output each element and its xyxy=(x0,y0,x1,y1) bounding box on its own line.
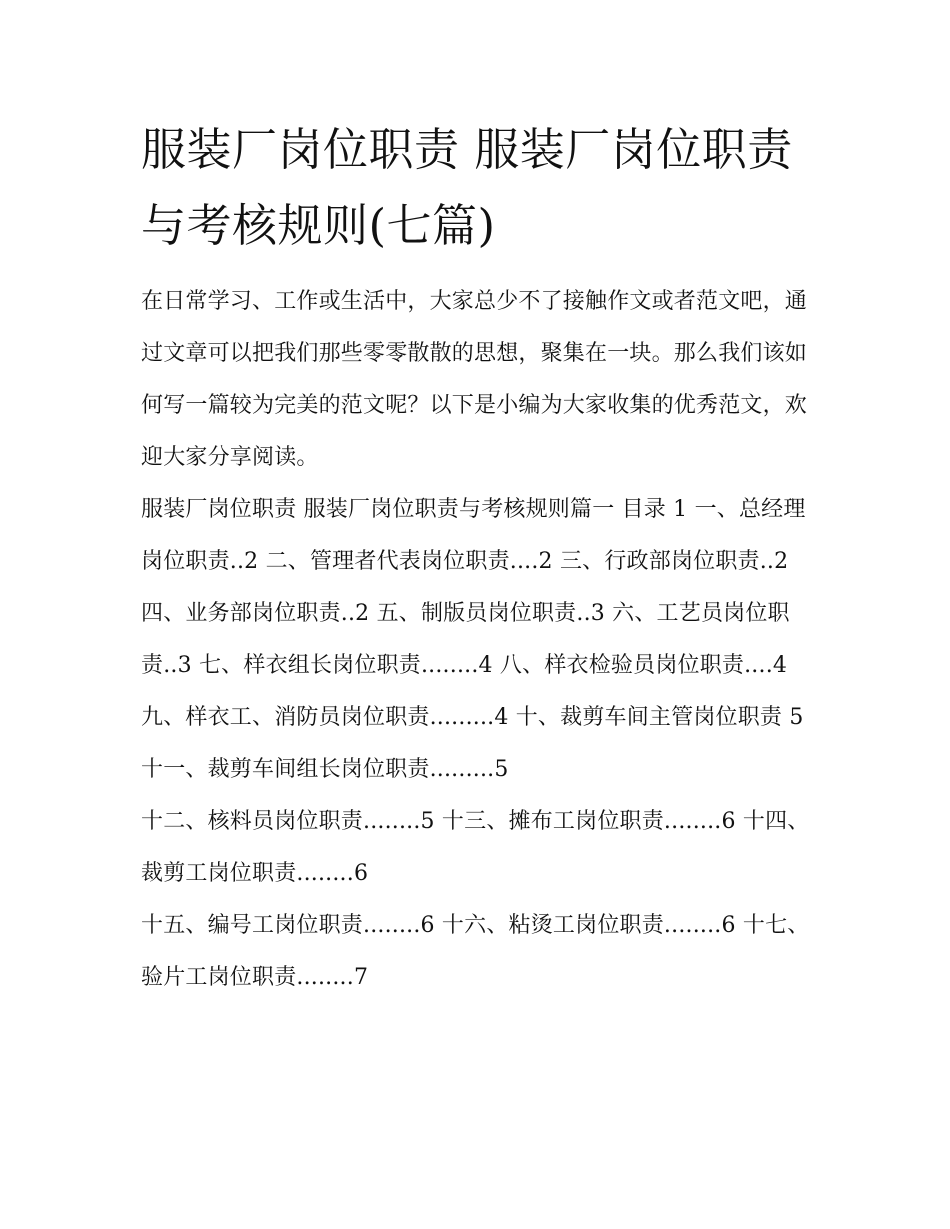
toc-paragraph-4: 十二、核料员岗位职责........5 十三、摊布工岗位职责........6 十四、裁剪工岗位职责........6 xyxy=(141,809,810,886)
document-page xyxy=(141,112,811,1004)
toc-paragraph-2: 四、业务部岗位职责..2 五、制版员岗位职责..3 六、工艺员岗位职责..3 七、样衣组长岗位职责........4 八、样衣检验员岗位职责....4 xyxy=(141,601,790,678)
toc-paragraph-1: 服装厂岗位职责 服装厂岗位职责与考核规则篇一 目录 1 一、总经理岗位职责..2 二、管理者代表岗位职责....2 三、行政部岗位职责..2 xyxy=(141,497,806,574)
document-title: 服装厂岗位职责 服装厂岗位职责与考核规则(七篇) xyxy=(141,123,793,252)
intro-paragraph: 在日常学习、工作或生活中，大家总少不了接触作文或者范文吧，通过文章可以把我们那些零零散散的思想，聚集在一块。那么我们该如何写一篇较为完美的范文呢？以下是小编为大家收集的优秀范文，欢迎大家分享阅读。 xyxy=(141,289,808,470)
toc-paragraph-5: 十五、编号工岗位职责........6 十六、粘烫工岗位职责........6 十七、验片工岗位职责........7 xyxy=(141,913,810,990)
toc-paragraph-3: 九、样衣工、消防员岗位职责.........4 十、裁剪车间主管岗位职责 5 十一、裁剪车间组长岗位职责.........5 xyxy=(141,705,804,782)
